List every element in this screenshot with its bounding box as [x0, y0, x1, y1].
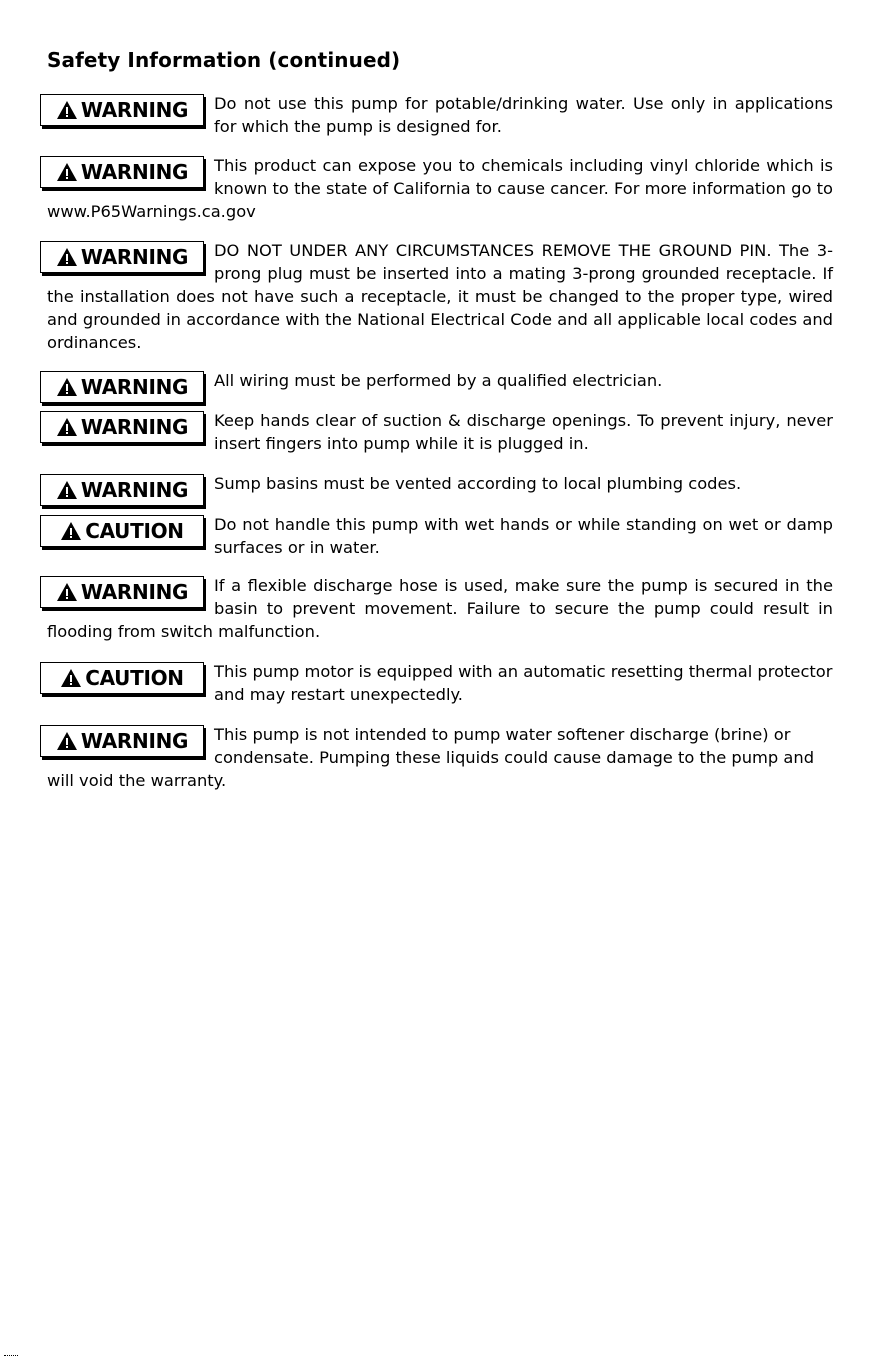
warning-triangle-icon	[60, 521, 82, 541]
warning-text: This pump is not intended to pump water softener discharge (brine) or condensate. Pumping these liquids could cause damage to the pump and will void the warranty.	[47, 725, 815, 790]
warning-text: DO NOT UNDER ANY CIRCUMSTANCES REMOVE THE GROUND PIN. The 3-prong plug must be inserted into a mating 3-prong grounded receptacle. If the installation does not have such a receptacle, it must be changed to the proper type, wired and grounded in accordance with the National Electrical Code and all applicable local codes and ordinances.	[47, 241, 833, 352]
warning-badge	[40, 411, 204, 443]
warning-triangle-icon	[60, 668, 82, 688]
caution-badge	[40, 662, 204, 694]
warning-badge	[40, 156, 204, 188]
warning-badge	[40, 725, 204, 757]
warning-badge	[40, 371, 204, 403]
warning-triangle-icon	[56, 377, 78, 397]
safety-item	[47, 369, 833, 403]
badge-label: WARNING	[80, 98, 189, 122]
warning-text: Sump basins must be vented according to local plumbing codes.	[214, 474, 742, 493]
safety-item	[47, 239, 833, 354]
warning-triangle-icon	[56, 417, 78, 437]
badge-label: WARNING	[80, 375, 189, 399]
warning-text: This product can expose you to chemicals including vinyl chloride which is known to the state of California to cause cancer. For more information go to www.P65Warnings.ca.gov	[47, 156, 833, 221]
warning-triangle-icon	[56, 582, 78, 602]
safety-item	[47, 723, 833, 792]
safety-item	[47, 472, 833, 506]
page-title: Safety Information (continued)	[47, 48, 401, 72]
safety-item	[47, 154, 833, 223]
safety-item	[47, 92, 833, 138]
warning-text: All wiring must be performed by a qualified electrician.	[214, 371, 663, 390]
safety-item	[47, 574, 833, 643]
warning-text: Keep hands clear of suction & discharge openings. To prevent injury, never insert fingers into pump while it is plugged in.	[214, 411, 833, 453]
caution-badge	[40, 515, 204, 547]
warning-triangle-icon	[56, 480, 78, 500]
warning-badge	[40, 576, 204, 608]
caution-text: This pump motor is equipped with an automatic resetting thermal protector and may restart unexpectedly.	[214, 662, 833, 704]
safety-item	[47, 660, 833, 706]
warning-badge	[40, 94, 204, 126]
caution-text: Do not handle this pump with wet hands or while standing on wet or damp surfaces or in water.	[214, 515, 833, 557]
badge-label: WARNING	[80, 160, 189, 184]
warning-triangle-icon	[56, 100, 78, 120]
page-corner-mark	[4, 1355, 18, 1358]
warning-text: Do not use this pump for potable/drinking water. Use only in applications for which the pump is designed for.	[214, 94, 833, 136]
badge-label: WARNING	[80, 415, 189, 439]
badge-label: CAUTION	[85, 666, 184, 690]
safety-item	[47, 409, 833, 455]
warning-badge	[40, 474, 204, 506]
warning-triangle-icon	[56, 247, 78, 267]
warning-text: If a flexible discharge hose is used, make sure the pump is secured in the basin to prevent movement. Failure to secure the pump could result in flooding from switch malfunction.	[47, 576, 833, 641]
badge-label: WARNING	[80, 478, 189, 502]
warning-badge	[40, 241, 204, 273]
badge-label: WARNING	[80, 580, 189, 604]
warning-triangle-icon	[56, 162, 78, 182]
badge-label: CAUTION	[85, 519, 184, 543]
badge-label: WARNING	[80, 245, 189, 269]
safety-item	[47, 513, 833, 559]
badge-label: WARNING	[80, 729, 189, 753]
warning-triangle-icon	[56, 731, 78, 751]
